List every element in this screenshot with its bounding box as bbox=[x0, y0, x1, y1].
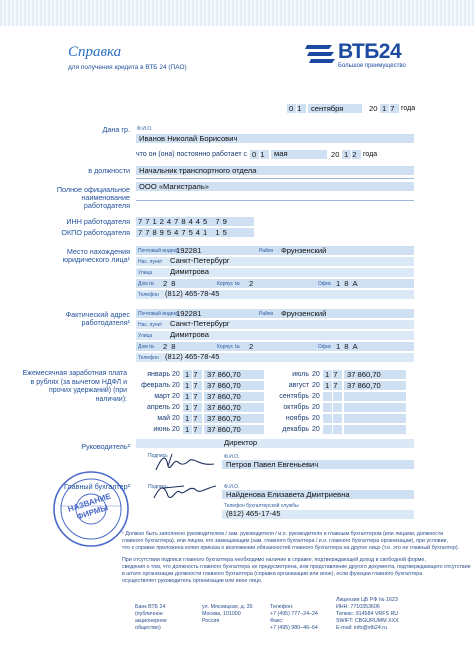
salary-year-cell bbox=[333, 392, 342, 401]
salary-month: апрель bbox=[147, 404, 170, 411]
legal-house-caption: Дом № bbox=[138, 281, 155, 287]
top-band bbox=[0, 0, 474, 26]
salary-year: 17 bbox=[325, 381, 342, 390]
actual-city: Санкт-Петербург bbox=[170, 319, 230, 328]
issue-year-suffix: 17 bbox=[382, 104, 399, 113]
logo-tagline: Большое преимущество bbox=[338, 63, 406, 69]
legal-address-label: Место нахождения юридического лица¹ bbox=[62, 247, 130, 264]
actual-index: 192281 bbox=[176, 309, 202, 318]
salary-amount: 37 860,70 bbox=[207, 403, 241, 412]
employee-label: Дана гр. bbox=[102, 125, 130, 134]
note-line-7: осуществляет руководитель организации или иное лицо. bbox=[122, 578, 263, 584]
footer-bank-2: (публичное bbox=[135, 611, 163, 617]
salary-year-prefix: 20 bbox=[312, 393, 320, 400]
salary-amount-field bbox=[344, 414, 406, 423]
footer-lic-5: E-mail: info@vtb24.ru bbox=[336, 625, 388, 631]
salary-year: 17 bbox=[185, 370, 202, 379]
position-label: в должности bbox=[88, 166, 130, 175]
actual-office-caption: Офис bbox=[318, 344, 332, 350]
inn-label: ИНН работодателя bbox=[66, 217, 130, 226]
actual-office: 18А bbox=[336, 342, 362, 351]
actual-district: Фрунзенский bbox=[281, 309, 327, 318]
legal-korpus: 2 bbox=[249, 279, 254, 288]
footer-bank-1: Банк ВТБ 24 bbox=[135, 604, 166, 610]
legal-district-caption: Район bbox=[259, 248, 274, 254]
legal-office: 18А bbox=[336, 279, 362, 288]
accountant-label: Главный бухгалтер² bbox=[63, 482, 130, 491]
position-underline bbox=[136, 178, 414, 179]
note-line-4: При отсутствии подписи главного бухгалтера необходимо наличие в справке, подтверждающей доход в свободной форме, bbox=[122, 557, 426, 563]
employer-name: ООО «Магистраль» bbox=[139, 182, 210, 191]
stamp-text: НАЗВАНИЕ ФИРМЫ bbox=[66, 491, 112, 522]
salary-amount-field bbox=[344, 425, 406, 434]
legal-street-caption: Улица bbox=[138, 270, 153, 276]
logo-text: ВТБ24 bbox=[338, 40, 402, 63]
actual-city-caption: Нас. пункт bbox=[138, 322, 163, 328]
since-month: мая bbox=[274, 149, 288, 158]
salary-amount-field bbox=[344, 392, 406, 401]
vtb-logo-icon bbox=[305, 42, 335, 64]
footer-addr-3: Россия bbox=[202, 618, 220, 624]
salary-year-prefix: 20 bbox=[312, 382, 320, 389]
salary-year-prefix: 20 bbox=[172, 371, 180, 378]
salary-month: октябрь bbox=[283, 404, 309, 411]
legal-phone-caption: Телефон bbox=[138, 292, 159, 298]
position-value: Начальник транспортного отдела bbox=[139, 166, 257, 175]
vtb-logo bbox=[305, 40, 415, 76]
salary-month: ноябрь bbox=[285, 415, 309, 422]
accountant-phone-caption: Телефон бухгалтерской службы bbox=[224, 503, 299, 509]
salary-year-cell bbox=[323, 403, 332, 412]
salary-year-cell bbox=[333, 414, 342, 423]
legal-house: 28 bbox=[163, 279, 180, 288]
note-line-2: главного бухгалтера), или лицом, его замещающим (зам. главного бухгалтера / и.о. главного бухгалтера организации), при условии, bbox=[122, 538, 448, 544]
employee-works-text: что он (она) постоянно работает с bbox=[136, 151, 248, 158]
salary-year: 17 bbox=[185, 403, 202, 412]
company-stamp bbox=[52, 470, 130, 548]
salary-amount: 37 860,70 bbox=[207, 392, 241, 401]
actual-house-caption: Дом № bbox=[138, 344, 155, 350]
actual-house: 28 bbox=[163, 342, 180, 351]
legal-phone: (812) 465-78-45 bbox=[165, 289, 220, 298]
note-line-3: что к справке приложена копия приказа о возложении обязанностей главного бухгалтера на другое лицо (т.е. это не главный бухгалтер). bbox=[122, 545, 460, 551]
accountant-fio-caption: Ф.И.О. bbox=[224, 484, 240, 490]
employee-fio: Иванов Николай Борисович bbox=[139, 134, 238, 143]
accountant-sign-caption: Подпись bbox=[148, 484, 168, 490]
salary-year-prefix: 20 bbox=[172, 415, 180, 422]
salary-year-cell bbox=[333, 403, 342, 412]
head-signature bbox=[150, 452, 220, 474]
head-fio-caption: Ф.И.О. bbox=[224, 454, 240, 460]
page-title: Справка bbox=[68, 44, 122, 60]
footer-tel-4: +7 (495) 980–46–64 bbox=[270, 625, 318, 631]
salary-month: декабрь bbox=[282, 426, 309, 433]
salary-month: май bbox=[157, 415, 170, 422]
head-sign-caption: Подпись bbox=[148, 453, 168, 459]
footer-lic-4: SWIFT: CBGURUMM XXX bbox=[336, 618, 399, 624]
since-year-word: года bbox=[363, 151, 378, 158]
salary-year: 17 bbox=[185, 381, 202, 390]
okpo-value: 7789547541 15 bbox=[138, 228, 230, 237]
actual-address-label: Фактический адрес работодателя¹ bbox=[65, 310, 130, 327]
inn-value: 7712478445 79 bbox=[138, 217, 230, 226]
employee-fio-caption: Ф.И.О. bbox=[137, 126, 153, 132]
employer-name-underline bbox=[136, 200, 414, 201]
note-line-5: сведения о том, что должность главного бухгалтера не предусмотрена, или представление другого документа, подтверждающего отсутствие bbox=[122, 564, 471, 570]
actual-street: Димитрова bbox=[170, 330, 209, 339]
salary-amount: 37 860,70 bbox=[207, 370, 241, 379]
legal-index: 192281 bbox=[176, 246, 202, 255]
issue-year-word: года bbox=[401, 105, 416, 112]
note-line-1: ¹ Должно быть заполнено руководителем / зам. руководителя / и.о. руководителя и главным бухгалтером (или лицами, должности bbox=[122, 531, 444, 537]
footer-lic-2: ИНН: 7710353606 bbox=[336, 604, 380, 610]
salary-year: 17 bbox=[185, 425, 202, 434]
salary-year: 17 bbox=[185, 414, 202, 423]
issue-year-prefix: 20 bbox=[369, 104, 378, 113]
salary-year-cell bbox=[323, 414, 332, 423]
salary-year: 17 bbox=[185, 392, 202, 401]
footer-addr-1: ул. Мясницкая, д. 35 bbox=[202, 604, 253, 610]
page-subtitle: для получения кредита в ВТБ 24 (ПАО) bbox=[68, 64, 187, 71]
legal-city-caption: Нас. пункт bbox=[138, 259, 163, 265]
head-label: Руководитель² bbox=[81, 442, 130, 451]
salary-amount: 37 860,70 bbox=[207, 381, 241, 390]
salary-month: январь bbox=[147, 371, 170, 378]
salary-year: 17 bbox=[325, 370, 342, 379]
salary-year-prefix: 20 bbox=[172, 426, 180, 433]
salary-year-prefix: 20 bbox=[172, 404, 180, 411]
actual-district-caption: Район bbox=[259, 311, 274, 317]
footer-lic-3: Телекс: 914584 VRFS RU bbox=[336, 611, 399, 617]
footer-addr-2: Москва, 101000 bbox=[202, 611, 241, 617]
salary-year-prefix: 20 bbox=[312, 404, 320, 411]
salary-amount: 37 860,70 bbox=[347, 370, 381, 379]
salary-month: февраль bbox=[141, 382, 170, 389]
accountant-phone: (812) 465-17-45 bbox=[226, 509, 281, 518]
salary-month: март bbox=[154, 393, 170, 400]
legal-street: Димитрова bbox=[170, 267, 209, 276]
salary-amount: 37 860,70 bbox=[347, 381, 381, 390]
since-day: 01 bbox=[252, 150, 269, 159]
legal-korpus-caption: Корпус № bbox=[217, 281, 240, 287]
head-position: Директор bbox=[224, 438, 258, 447]
legal-index-caption: Почтовый индекс bbox=[138, 248, 179, 254]
legal-district: Фрунзенский bbox=[281, 246, 327, 255]
salary-amount: 37 860,70 bbox=[207, 414, 241, 423]
footer-tel-1: Телефон: bbox=[270, 604, 294, 610]
salary-label: Ежемесячная заработная плата в рублях (за вычетом НДФЛ и прочих удержаний) (при наличии): bbox=[22, 370, 127, 403]
legal-city: Санкт-Петербург bbox=[170, 256, 230, 265]
note-line-6: в штате организации должности главного бухгалтера (справка организации или иное), если функции главного бухгалтера bbox=[122, 571, 423, 577]
salary-amount-field bbox=[344, 403, 406, 412]
head-fio: Петров Павел Евгеньевич bbox=[226, 460, 319, 469]
footer-bank-3: акционерное bbox=[135, 618, 167, 624]
salary-year-prefix: 20 bbox=[312, 415, 320, 422]
salary-month: июль bbox=[292, 371, 309, 378]
issue-month: сентября bbox=[311, 104, 344, 113]
head-position-field bbox=[136, 439, 414, 448]
actual-korpus: 2 bbox=[249, 342, 254, 351]
actual-phone-caption: Телефон bbox=[138, 355, 159, 361]
footer-tel-2: +7 (495) 777–24–24 bbox=[270, 611, 318, 617]
okpo-label: ОКПО работодателя bbox=[61, 228, 130, 237]
salary-month: сентябрь bbox=[279, 393, 309, 400]
salary-year-prefix: 20 bbox=[312, 371, 320, 378]
actual-korpus-caption: Корпус № bbox=[217, 344, 240, 350]
actual-index-caption: Почтовый индекс bbox=[138, 311, 179, 317]
salary-month: август bbox=[288, 382, 309, 389]
issue-day: 01 bbox=[289, 104, 306, 113]
since-year-suffix: 12 bbox=[344, 150, 361, 159]
employer-name-label: Полное официальное наименование работодателя bbox=[56, 185, 130, 210]
accountant-fio: Найденова Елизавета Дмитриевна bbox=[226, 490, 350, 499]
salary-year-cell bbox=[323, 425, 332, 434]
salary-year-cell bbox=[323, 392, 332, 401]
footer-lic-1: Лицензия ЦБ РФ № 1623 bbox=[336, 597, 398, 603]
salary-year-prefix: 20 bbox=[172, 393, 180, 400]
actual-street-caption: Улица bbox=[138, 333, 153, 339]
since-year-prefix: 20 bbox=[331, 150, 340, 159]
salary-year-prefix: 20 bbox=[172, 382, 180, 389]
salary-year-prefix: 20 bbox=[312, 426, 320, 433]
footer-bank-4: общество) bbox=[135, 625, 161, 631]
legal-office-caption: Офис bbox=[318, 281, 332, 287]
footer-tel-3: Факс: bbox=[270, 618, 284, 624]
accountant-signature bbox=[150, 480, 220, 504]
salary-month: июнь bbox=[153, 426, 170, 433]
actual-phone: (812) 465-78-45 bbox=[165, 352, 220, 361]
salary-year-cell bbox=[333, 425, 342, 434]
salary-amount: 37 860,70 bbox=[207, 425, 241, 434]
